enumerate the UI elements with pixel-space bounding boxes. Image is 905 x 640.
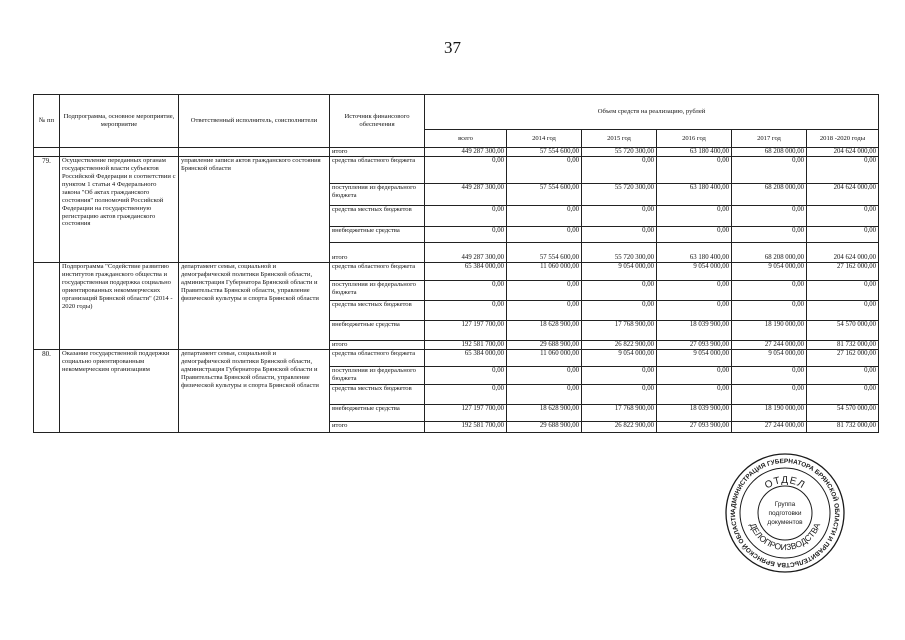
- amount-cell: 54 570 000,00: [807, 321, 879, 341]
- amount-cell: 449 287 300,00: [425, 184, 507, 206]
- stamp-top-word: ОТДЕЛ: [763, 474, 808, 492]
- amount-cell: 65 384 000,00: [425, 350, 507, 367]
- amount-cell: 0,00: [507, 367, 582, 385]
- amount-cell: 127 197 700,00: [425, 405, 507, 422]
- col-no: № пп: [34, 95, 60, 148]
- source-label: средства областного бюджета: [330, 157, 425, 184]
- amount-cell: 0,00: [582, 385, 657, 405]
- col-year: всего: [425, 130, 507, 148]
- amount-cell: 0,00: [657, 206, 732, 227]
- page-number: 37: [444, 38, 461, 57]
- amount-cell: 127 197 700,00: [425, 321, 507, 341]
- amount-cell: 0,00: [732, 206, 807, 227]
- amount-cell: 18 190 000,00: [732, 405, 807, 422]
- amount-cell: 17 768 900,00: [582, 405, 657, 422]
- col-year: 2016 год: [657, 130, 732, 148]
- table-row: [34, 263, 879, 281]
- col-volume: Объем средств на реализацию, рублей: [425, 95, 879, 130]
- source-label: средства местных бюджетов: [330, 301, 425, 321]
- amount-cell: 18 039 900,00: [657, 321, 732, 341]
- executor-text: департамент семьи, социальной и демографической политики Брянской области, администрация Губернатора Брянской области и Правительства Брянской области, управление физической культуры и спорта Брянской области: [179, 350, 330, 433]
- amount-cell: 0,00: [657, 385, 732, 405]
- amount-cell: 0,00: [582, 367, 657, 385]
- amount-cell: 68 208 000,00: [732, 184, 807, 206]
- amount-cell: 0,00: [732, 281, 807, 301]
- amount-cell: 0,00: [732, 385, 807, 405]
- amount-cell: 0,00: [507, 281, 582, 301]
- amount-cell: 204 624 000,00: [807, 243, 879, 263]
- amount-cell: 0,00: [507, 157, 582, 184]
- amount-cell: 0,00: [807, 301, 879, 321]
- amount-cell: 204 624 000,00: [807, 148, 879, 157]
- col-executor: Ответственный исполнитель, соисполнители: [179, 95, 330, 148]
- amount-cell: 54 570 000,00: [807, 405, 879, 422]
- amount-cell: 27 244 000,00: [732, 422, 807, 433]
- executor-text: департамент семьи, социальной и демографической политики Брянской области, администрация Губернатора Брянской области и Правительства Брянской области, управление физической культуры и спорта Брянской области: [179, 263, 330, 350]
- amount-cell: 27 093 900,00: [657, 422, 732, 433]
- amount-cell: 9 054 000,00: [582, 350, 657, 367]
- amount-cell: 26 822 900,00: [582, 341, 657, 350]
- amount-cell: 18 190 000,00: [732, 321, 807, 341]
- amount-cell: 0,00: [807, 281, 879, 301]
- amount-cell: 0,00: [425, 206, 507, 227]
- source-label: поступления из федерального бюджета: [330, 184, 425, 206]
- amount-cell: 9 054 000,00: [582, 263, 657, 281]
- amount-cell: 57 554 600,00: [507, 148, 582, 157]
- amount-cell: 9 054 000,00: [657, 350, 732, 367]
- funding-table: [33, 94, 879, 433]
- amount-cell: 55 720 300,00: [582, 184, 657, 206]
- amount-cell: 0,00: [732, 157, 807, 184]
- source-label: поступления из федерального бюджета: [330, 281, 425, 301]
- col-program: Подпрограмма, основное мероприятие, мероприятие: [60, 95, 179, 148]
- amount-cell: 68 208 000,00: [732, 148, 807, 157]
- source-label: средства областного бюджета: [330, 263, 425, 281]
- amount-cell: 0,00: [582, 206, 657, 227]
- amount-cell: 0,00: [425, 227, 507, 243]
- stamp-center-line: Группа: [774, 501, 796, 508]
- amount-cell: 29 688 900,00: [507, 341, 582, 350]
- amount-cell: 63 180 400,00: [657, 184, 732, 206]
- amount-cell: 449 287 300,00: [425, 148, 507, 157]
- amount-cell: 0,00: [732, 301, 807, 321]
- table-row: [34, 157, 879, 184]
- amount-cell: 11 060 000,00: [507, 350, 582, 367]
- amount-cell: 0,00: [807, 367, 879, 385]
- source-label: итого: [330, 341, 425, 350]
- amount-cell: 26 822 900,00: [582, 422, 657, 433]
- amount-cell: 0,00: [582, 301, 657, 321]
- amount-cell: 81 732 000,00: [807, 422, 879, 433]
- source-label: внебюджетные средства: [330, 227, 425, 243]
- source-label: итого: [330, 422, 425, 433]
- amount-cell: 0,00: [732, 367, 807, 385]
- amount-cell: 18 628 900,00: [507, 321, 582, 341]
- official-stamp: [724, 452, 846, 574]
- col-year: 2017 год: [732, 130, 807, 148]
- measure-description: Оказание государственной поддержки социально ориентированным некоммерческим организациям: [60, 350, 179, 433]
- amount-cell: 27 162 000,00: [807, 350, 879, 367]
- source-label: средства местных бюджетов: [330, 206, 425, 227]
- source-label: средства областного бюджета: [330, 350, 425, 367]
- source-label: внебюджетные средства: [330, 321, 425, 341]
- amount-cell: 57 554 600,00: [507, 243, 582, 263]
- amount-cell: 0,00: [425, 301, 507, 321]
- amount-cell: 0,00: [807, 206, 879, 227]
- amount-cell: 63 180 400,00: [657, 148, 732, 157]
- source-label: поступления из федерального бюджета: [330, 367, 425, 385]
- row-number: 79.: [34, 157, 60, 263]
- source-label: итого: [330, 243, 425, 263]
- source-label: средства местных бюджетов: [330, 385, 425, 405]
- col-year: 2014 год: [507, 130, 582, 148]
- amount-cell: 68 208 000,00: [732, 243, 807, 263]
- amount-cell: 0,00: [425, 385, 507, 405]
- measure-description: Осуществление переданных органам государственной власти субъектов Российской Федерации в соответствии с пунктом 1 статьи 4 Федерального закона "Об актах гражданского состояния" полномочий Российской Федерации на государственную регистрацию актов гражданского состояния: [60, 157, 179, 263]
- amount-cell: 9 054 000,00: [657, 263, 732, 281]
- row-number: 80.: [34, 350, 60, 433]
- amount-cell: 0,00: [507, 227, 582, 243]
- amount-cell: 55 720 300,00: [582, 243, 657, 263]
- col-source: Источник финансового обеспечения: [330, 95, 425, 148]
- amount-cell: 0,00: [657, 367, 732, 385]
- amount-cell: 0,00: [657, 227, 732, 243]
- stamp-bottom-word: ДЕЛОПРОИЗВОДСТВА: [747, 521, 823, 553]
- amount-cell: 65 384 000,00: [425, 263, 507, 281]
- source-label: внебюджетные средства: [330, 405, 425, 422]
- amount-cell: 11 060 000,00: [507, 263, 582, 281]
- amount-cell: 0,00: [425, 157, 507, 184]
- amount-cell: 0,00: [657, 281, 732, 301]
- amount-cell: 192 581 700,00: [425, 341, 507, 350]
- amount-cell: 81 732 000,00: [807, 341, 879, 350]
- amount-cell: 18 628 900,00: [507, 405, 582, 422]
- stamp-outer-text: АДМИНИСТРАЦИЯ ГУБЕРНАТОРА БРЯНСКОЙ ОБЛАСТИ И ПРАВИТЕЛЬСТВА БРЯНСКОЙ ОБЛАСТИ: [729, 457, 841, 569]
- amount-cell: 57 554 600,00: [507, 184, 582, 206]
- amount-cell: 0,00: [807, 385, 879, 405]
- amount-cell: 0,00: [507, 206, 582, 227]
- amount-cell: 0,00: [425, 281, 507, 301]
- amount-cell: 63 180 400,00: [657, 243, 732, 263]
- amount-cell: 0,00: [582, 281, 657, 301]
- amount-cell: 18 039 900,00: [657, 405, 732, 422]
- amount-cell: 0,00: [582, 227, 657, 243]
- amount-cell: 0,00: [507, 301, 582, 321]
- amount-cell: 449 287 300,00: [425, 243, 507, 263]
- amount-cell: 0,00: [807, 227, 879, 243]
- subprogram-description: Подпрограмма "Содействие развитию институтов гражданского общества и государственная поддержка социально ориентированных некоммерческих организаций Брянской области" (2014 - 2020 годы): [60, 263, 179, 350]
- col-year: 2015 год: [582, 130, 657, 148]
- amount-cell: 9 054 000,00: [732, 263, 807, 281]
- amount-cell: 27 093 900,00: [657, 341, 732, 350]
- amount-cell: 0,00: [425, 367, 507, 385]
- table-row: [34, 350, 879, 367]
- amount-cell: 17 768 900,00: [582, 321, 657, 341]
- amount-cell: 0,00: [657, 301, 732, 321]
- amount-cell: 55 720 300,00: [582, 148, 657, 157]
- amount-cell: 27 162 000,00: [807, 263, 879, 281]
- source-label: итого: [330, 148, 425, 157]
- amount-cell: 9 054 000,00: [732, 350, 807, 367]
- amount-cell: 0,00: [507, 385, 582, 405]
- amount-cell: 0,00: [732, 227, 807, 243]
- stamp-center-line: подготовки: [768, 510, 802, 517]
- amount-cell: 204 624 000,00: [807, 184, 879, 206]
- amount-cell: 0,00: [657, 157, 732, 184]
- stamp-center-line: документов: [767, 519, 803, 526]
- amount-cell: 0,00: [582, 157, 657, 184]
- amount-cell: 27 244 000,00: [732, 341, 807, 350]
- table-row: [34, 148, 879, 157]
- amount-cell: 0,00: [807, 157, 879, 184]
- amount-cell: 192 581 700,00: [425, 422, 507, 433]
- amount-cell: 29 688 900,00: [507, 422, 582, 433]
- col-year: 2018 -2020 годы: [807, 130, 879, 148]
- executor-text: управление записи актов гражданского состояния Брянской области: [179, 157, 330, 263]
